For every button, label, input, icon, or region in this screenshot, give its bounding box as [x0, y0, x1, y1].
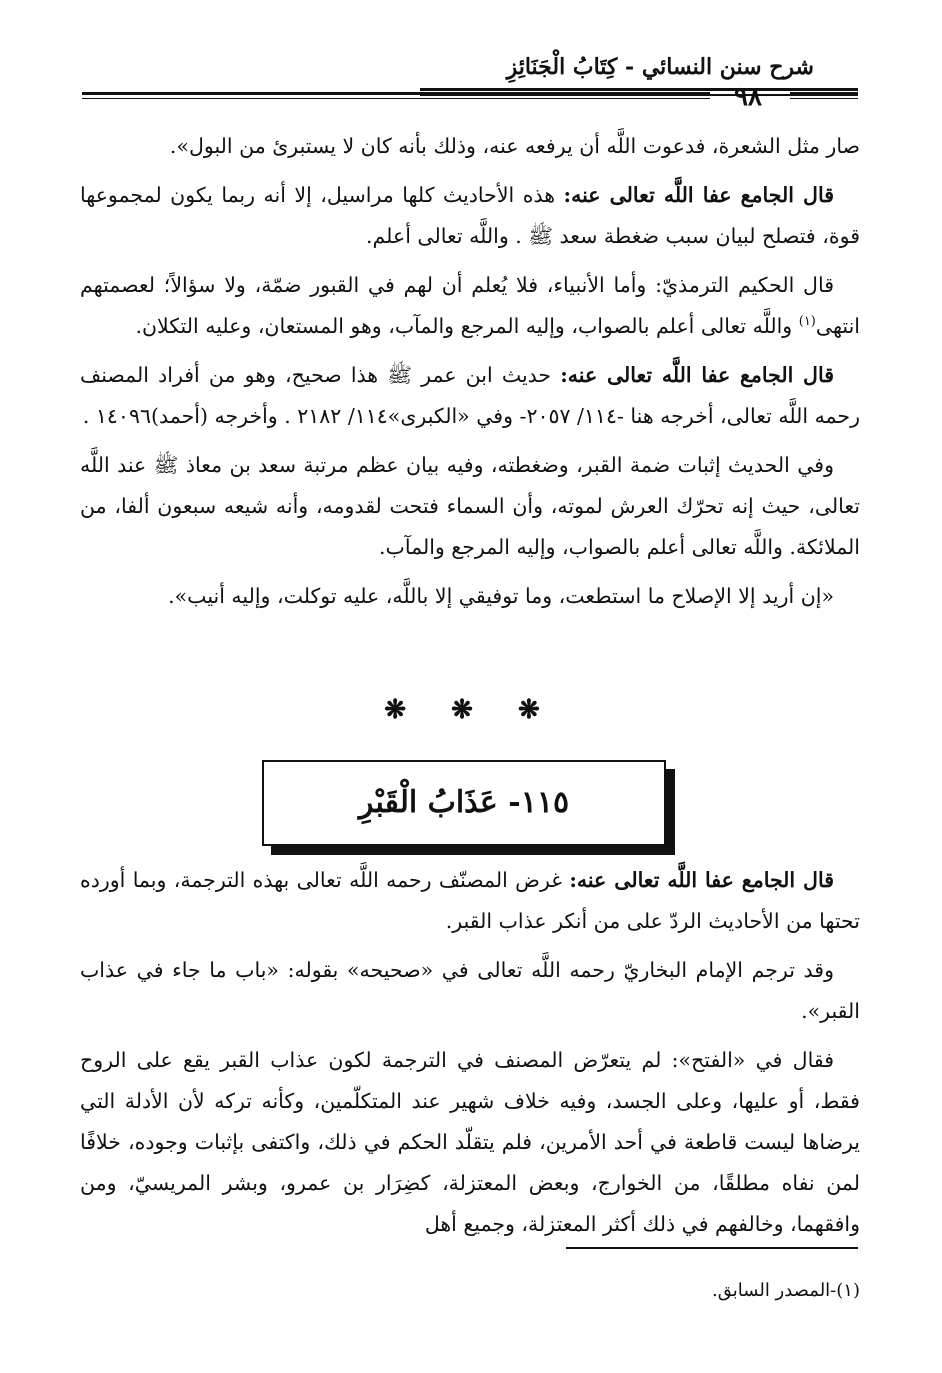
paragraph-lead: قال الجامع عفا اللَّه تعالى عنه: [563, 183, 834, 207]
paragraph-text: قال الحكيم الترمذيّ: وأما الأنبياء، فلا يُعلم أن لهم في القبور ضمّة، ولا سؤالاً؛ لعصمتهم انتهى [80, 273, 860, 338]
paragraph-lead: قال الجامع عفا اللَّه تعالى عنه: [560, 363, 834, 387]
paragraph [80, 355, 860, 437]
footnote-rule [566, 1247, 858, 1249]
header-rule [82, 98, 710, 99]
paragraph [80, 860, 860, 942]
header-rule [420, 88, 858, 91]
footnote: (١)-المصدر السابق. [712, 1280, 860, 1301]
chapter-heading-box [262, 760, 666, 846]
paragraph-text: غرض المصنّف رحمه اللَّه تعالى بهذه الترجمة، وبما أورده تحتها من الأحاديث الردّ على من أنكر عذاب القبر. [80, 868, 860, 933]
paragraph [80, 175, 860, 257]
footnote-marker: (١) [798, 314, 816, 330]
paragraph: «إن أريد إلا الإصلاح ما استطعت، وما توفيقي إلا باللَّه، عليه توكلت، وإليه أنيب». [168, 584, 834, 608]
section-separator: ❋ ❋ ❋ [384, 695, 558, 725]
header-rule [790, 98, 858, 99]
header-rule [790, 92, 858, 95]
text-block-top [80, 126, 860, 625]
chapter-title: ١١٥- عَذَابُ الْقَبْرِ [358, 785, 570, 820]
paragraph: صار مثل الشعرة، فدعوت اللَّه أن يرفعه عنه، وذلك بأنه كان لا يستبرئ من البول». [169, 134, 860, 158]
paragraph: وقد ترجم الإمام البخاريّ رحمه اللَّه تعالى في «صحيحه» بقوله: «باب ما جاء في عذاب القبر». [80, 958, 860, 1023]
page-number: ٩٨ [734, 82, 762, 112]
paragraph [80, 265, 860, 347]
paragraph: وفي الحديث إثبات ضمة القبر، وضغطته، وفيه بيان عظم مرتبة سعد بن معاذ ﷺ عند اللَّه تعالى، حيث إنه تحرّك العرش لموته، وأن السماء فتحت لقدومه، وأنه شيعه سبعون ألفا، من الملائكة. واللَّه تعالى أعلم بالصواب، وإليه المرجع والمآب. [80, 453, 860, 559]
paragraph: فقال في «الفتح»: لم يتعرّض المصنف في الترجمة لكون عذاب القبر يقع على الروح فقط، أو عليها، وعلى الجسد، وفيه خلاف شهير عند المتكلّمين، وكأنه تركه لأن الأدلة التي يرضاها ليست قاطعة في أحد الأمرين، فلم يتقلّد الحكم في ذلك، واكتفى بإثبات وجوده، خلافًا لمن نفاه مطلقًا، من الخوارج، وبعض المعتزلة، كضِرَار بن عمرو، وبشر المريسيّ، ومن وافقهما، وخالفهم في ذلك أكثر المعتزلة، وجميع أهل [80, 1048, 860, 1236]
paragraph-lead: قال الجامع عفا اللَّه تعالى عنه: [569, 868, 835, 892]
paragraph-text: هذه الأحاديث كلها مراسيل، إلا أنه ربما يكون لمجموعها قوة، فتصلح لبيان سبب ضغطة سعد ﷺ . واللَّه تعالى أعلم. [80, 183, 860, 248]
header-rule [82, 92, 710, 95]
paragraph-text: واللَّه تعالى أعلم بالصواب، وإليه المرجع والمآب، وهو المستعان، وعليه التكلان. [135, 314, 799, 338]
text-block-bottom [80, 860, 860, 1253]
paragraph-text: حديث ابن عمر ﷺ هذا صحيح، وهو من أفراد المصنف رحمه اللَّه تعالى، أخرجه هنا -١١٤/ ٢٠٥٧- وفي «الكبرى»١١٤/ ٢١٨٢ . وأخرجه (أحمد)١٤٠٩٦ . [80, 363, 860, 428]
running-header-title: شرح سنن النسائي - كِتَابُ الْجَنَائِزِ [506, 54, 814, 80]
